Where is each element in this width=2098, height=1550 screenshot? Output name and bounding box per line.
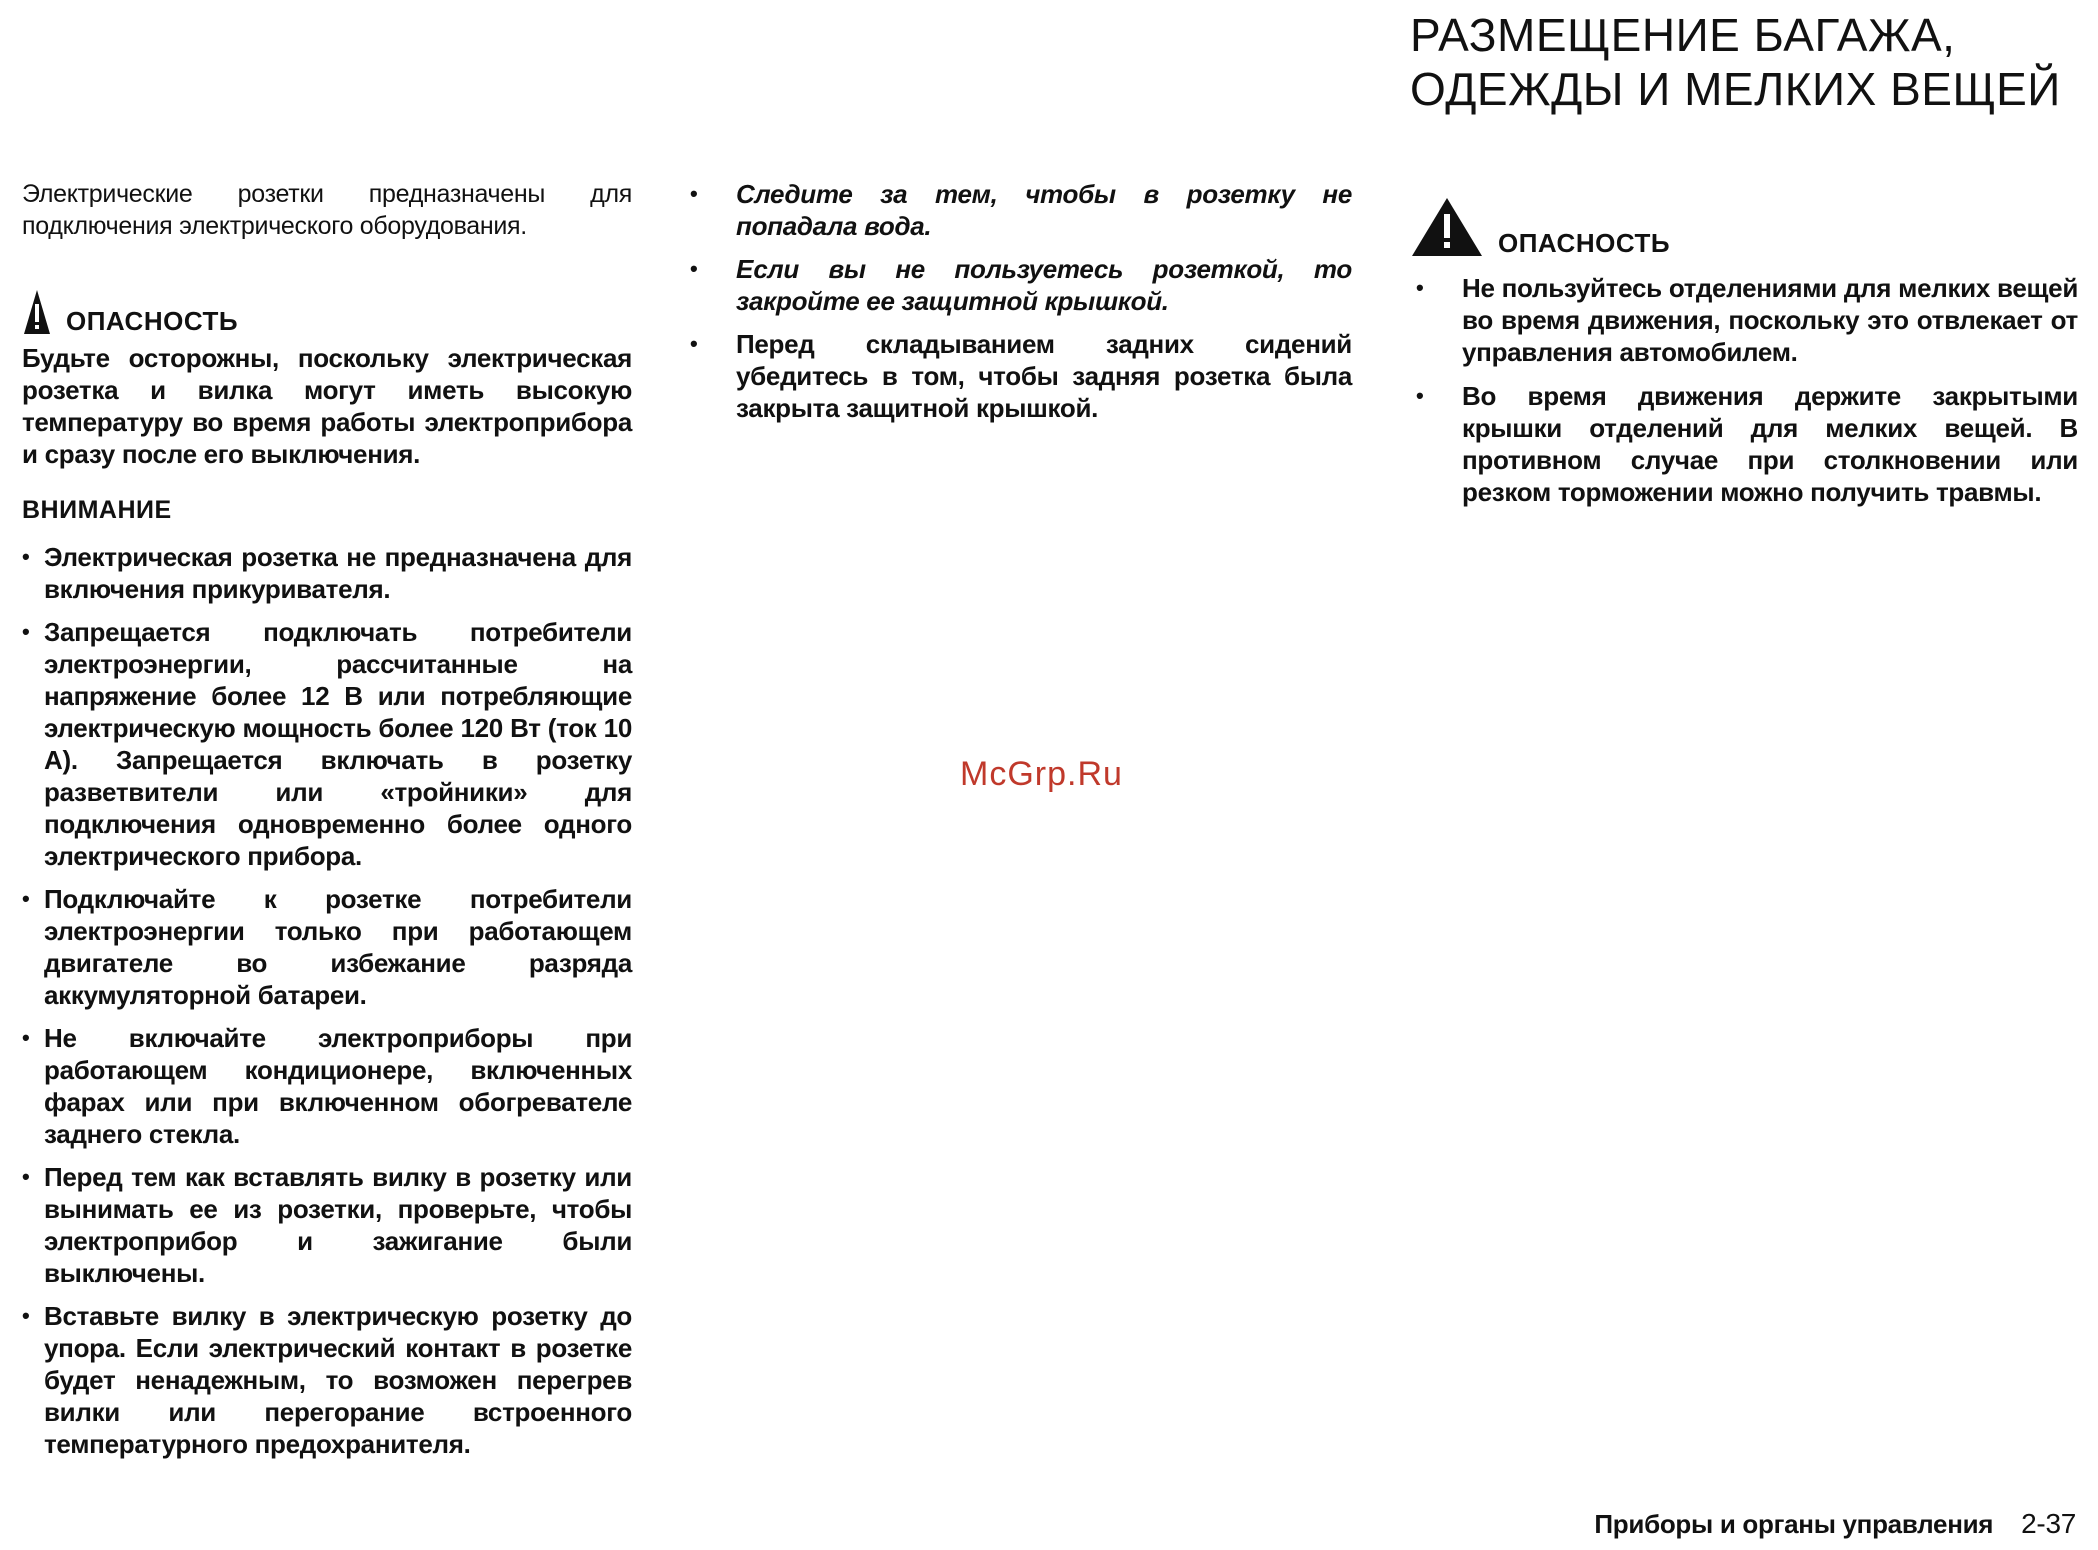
list-item: • Не включайте электроприборы при работающем кондиционере, включенных фарах или при включенном обогревателе заднего стекла. — [22, 1023, 632, 1149]
bullet-icon: • — [22, 886, 30, 911]
bullet-icon: • — [690, 181, 698, 206]
bullet-icon: • — [22, 619, 30, 644]
right-list — [1410, 272, 2078, 508]
page-title-line2: ОДЕЖДЫ И МЕЛКИХ ВЕЩЕЙ — [1410, 63, 2061, 115]
list-item: • Вставьте вилку в электрическую розетку до упора. Если электрический контакт в розетке будет ненадежным, то возможен перегрев вилки или перегорание встроенного температурного предохранителя. — [22, 1301, 632, 1459]
bullet-icon: • — [1416, 383, 1424, 408]
bullet-icon: • — [1416, 275, 1424, 300]
danger-label: ОПАСНОСТЬ — [1498, 228, 1671, 258]
section-name: Приборы и органы управления — [1594, 1509, 1994, 1539]
caution-label: ВНИМАНИЕ — [22, 496, 172, 524]
bullet-icon: • — [22, 1025, 30, 1050]
list-item: • Если вы не пользуетесь розеткой, то закройте ее защитной крышкой. — [690, 254, 1352, 316]
watermark: McGrp.Ru — [960, 755, 1123, 793]
list-item: • Запрещается подключать потребители электроэнергии, рассчитанные на напряжение более 12 В или потребляющие электрическую мощность более 120 Вт (ток 10 А). Запрещается включать в розетку разветвители или «тройники» для подключения одновременно более одного электрического прибора. — [22, 617, 632, 871]
middle-list — [686, 178, 1352, 424]
page-number: 2-37 — [2021, 1508, 2076, 1539]
bullet-icon: • — [22, 544, 30, 569]
list-item: • Подключайте к розетке потребители электроэнергии только при работающем двигателе во избежание разряда аккумуляторной батареи. — [22, 884, 632, 1010]
page-title-line1: РАЗМЕЩЕНИЕ БАГАЖА, — [1410, 9, 1956, 61]
danger-heading — [22, 288, 632, 336]
list-item: • Не пользуйтесь отделениями для мелких вещей во время движения, поскольку это отвлекает от управления автомобилем. — [1416, 273, 2078, 367]
bullet-icon: • — [690, 331, 698, 356]
list-item: • Перед тем как вставлять вилку в розетку или вынимать ее из розетки, проверьте, чтобы электроприбор и зажигание были выключены. — [22, 1162, 632, 1288]
list-item: • Следите за тем, чтобы в розетку не попадала вода. — [690, 179, 1352, 241]
middle-column — [686, 178, 1352, 435]
caution-list — [22, 541, 632, 1460]
intro-paragraph: Электрические розетки предназначены для подключения электрического оборудования. — [22, 180, 632, 240]
bullet-icon: • — [690, 256, 698, 281]
warning-triangle-icon — [22, 288, 52, 336]
danger-heading — [1410, 196, 2078, 258]
bullet-icon: • — [22, 1303, 30, 1328]
left-column — [22, 178, 632, 1471]
list-item: • Перед складыванием задних сидений убедитесь в том, чтобы задняя розетка была закрыта защитной крышкой. — [690, 329, 1352, 423]
list-item: • Электрическая розетка не предназначена для включения прикуривателя. — [22, 542, 632, 604]
bullet-icon: • — [22, 1164, 30, 1189]
right-column — [1410, 0, 2078, 520]
danger-text: Будьте осторожны, поскольку электрическая розетка и вилка могут иметь высокую температуру во время работы электроприбора и сразу после его выключения. — [22, 343, 632, 469]
page-footer — [1594, 1508, 2076, 1540]
page-title — [1410, 0, 2078, 116]
warning-triangle-icon — [1410, 196, 1484, 258]
list-item: • Во время движения держите закрытыми крышки отделений для мелких вещей. В противном случае при столкновении или резком торможении можно получить травмы. — [1416, 381, 2078, 507]
danger-label: ОПАСНОСТЬ — [66, 306, 239, 336]
